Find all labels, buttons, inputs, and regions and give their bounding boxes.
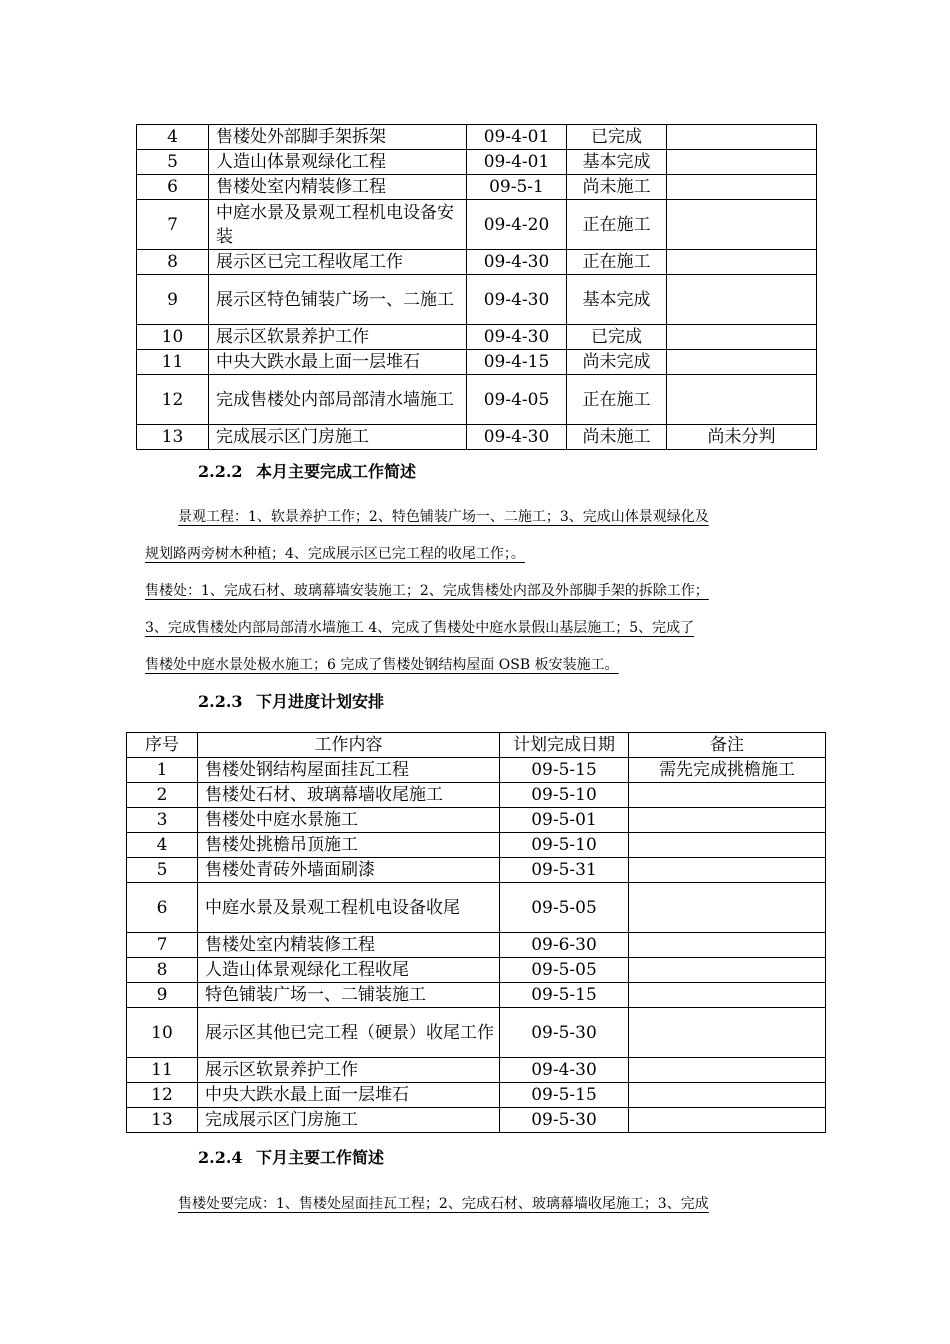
row-date: 09-5-15 [500,983,629,1008]
row-number: 8 [127,958,198,983]
row-date: 09-4-15 [467,350,567,375]
row-note [667,250,817,275]
row-date: 09-4-01 [467,150,567,175]
table-row [127,808,826,833]
row-note [629,1008,826,1058]
row-content: 展示区特色铺装广场一、二施工 [209,275,467,325]
row-number: 12 [137,375,209,425]
row-number: 13 [127,1108,198,1133]
row-content: 售楼处挑檐吊顶施工 [198,833,500,858]
row-content: 售楼处青砖外墙面刷漆 [198,858,500,883]
section-number: 2.2.2 [198,462,243,481]
row-content: 售楼处钢结构屋面挂瓦工程 [198,758,500,783]
row-date: 09-5-1 [467,175,567,200]
table-row [127,933,826,958]
row-date: 09-4-20 [467,200,567,250]
row-date: 09-5-30 [500,1108,629,1133]
row-content: 完成展示区门房施工 [209,425,467,450]
row-note [667,175,817,200]
row-status: 正在施工 [567,200,667,250]
row-content: 售楼处室内精装修工程 [198,933,500,958]
row-note [629,783,826,808]
row-number: 6 [127,883,198,933]
table-row [137,425,817,450]
row-note [629,808,826,833]
row-note [629,933,826,958]
row-number: 10 [127,1008,198,1058]
row-content: 售楼处外部脚手架拆架 [209,125,467,150]
row-number: 13 [137,425,209,450]
header-date: 计划完成日期 [500,733,629,758]
row-content: 售楼处中庭水景施工 [198,808,500,833]
row-status: 尚未施工 [567,175,667,200]
paragraph-line: 售楼处要完成：1、售楼处屋面挂瓦工程；2、完成石材、玻璃幕墙收尾施工；3、完成 [178,1196,709,1212]
row-date: 09-6-30 [500,933,629,958]
table-row [137,275,817,325]
section-heading-2-2-4 [198,1145,384,1168]
progress-table-current [136,124,817,450]
row-note: 尚未分判 [667,425,817,450]
paragraph-line: 售楼处中庭水景处极水施工；6 完成了售楼处钢结构屋面 OSB 板安装施工。 [145,657,619,673]
row-content: 完成售楼处内部局部清水墙施工 [209,375,467,425]
row-content: 特色铺装广场一、二铺装施工 [198,983,500,1008]
section-number: 2.2.3 [198,692,243,711]
row-note [629,983,826,1008]
row-note [629,883,826,933]
row-date: 09-5-30 [500,1008,629,1058]
row-status: 已完成 [567,125,667,150]
table-row [127,783,826,808]
paragraph-line: 景观工程：1、软景养护工作；2、特色铺装广场一、二施工；3、完成山体景观绿化及 [178,509,709,525]
table-row [127,758,826,783]
row-note [667,350,817,375]
table-row [137,175,817,200]
row-date: 09-4-30 [467,275,567,325]
row-note [629,1058,826,1083]
row-content: 展示区软景养护工作 [198,1058,500,1083]
table-row [127,1083,826,1108]
table-row [127,1008,826,1058]
row-note [667,275,817,325]
row-content: 人造山体景观绿化工程收尾 [198,958,500,983]
row-number: 7 [127,933,198,958]
table-row [127,1108,826,1133]
row-content: 中庭水景及景观工程机电设备收尾 [198,883,500,933]
section-title: 下月进度计划安排 [256,692,385,711]
row-content: 中庭水景及景观工程机电设备安装 [209,200,467,250]
row-status: 已完成 [567,325,667,350]
row-number: 9 [137,275,209,325]
row-date: 09-5-01 [500,808,629,833]
row-date: 09-4-30 [467,250,567,275]
row-status: 尚未施工 [567,425,667,450]
table-row [137,250,817,275]
row-note: 需先完成挑檐施工 [629,758,826,783]
row-date: 09-5-15 [500,758,629,783]
section-title: 本月主要完成工作简述 [256,462,417,481]
row-number: 12 [127,1083,198,1108]
row-number: 5 [137,150,209,175]
row-note [629,1108,826,1133]
table-row [127,983,826,1008]
row-content: 售楼处室内精装修工程 [209,175,467,200]
table-row [137,350,817,375]
section-heading-2-2-3 [198,689,384,712]
section-title: 下月主要工作简述 [256,1148,385,1167]
paragraph-line: 3、完成售楼处内部局部清水墙施工 4、完成了售楼处中庭水景假山基层施工；5、完成了 [145,620,695,636]
row-note [667,200,817,250]
table-row [127,833,826,858]
row-status: 基本完成 [567,275,667,325]
row-note [629,958,826,983]
table-row [137,325,817,350]
row-note [629,858,826,883]
paragraph-line: 售楼处：1、完成石材、玻璃幕墙安装施工；2、完成售楼处内部及外部脚手架的拆除工作； [145,583,709,599]
header-note: 备注 [629,733,826,758]
row-content: 人造山体景观绿化工程 [209,150,467,175]
row-number: 1 [127,758,198,783]
row-date: 09-4-30 [500,1058,629,1083]
row-date: 09-5-05 [500,883,629,933]
row-note [667,150,817,175]
table-row [137,150,817,175]
row-date: 09-5-05 [500,958,629,983]
row-date: 09-5-15 [500,1083,629,1108]
row-number: 10 [137,325,209,350]
header-content: 工作内容 [198,733,500,758]
row-date: 09-4-30 [467,425,567,450]
row-date: 09-5-31 [500,858,629,883]
row-note [629,833,826,858]
row-content: 中央大跌水最上面一层堆石 [198,1083,500,1108]
table-row [127,858,826,883]
header-no: 序号 [127,733,198,758]
row-number: 6 [137,175,209,200]
row-number: 11 [137,350,209,375]
row-content: 售楼处石材、玻璃幕墙收尾施工 [198,783,500,808]
section-heading-2-2-2 [198,459,416,482]
row-date: 09-4-01 [467,125,567,150]
row-number: 2 [127,783,198,808]
table-row [127,1058,826,1083]
row-number: 7 [137,200,209,250]
row-content: 展示区已完工程收尾工作 [209,250,467,275]
row-number: 3 [127,808,198,833]
row-note [667,325,817,350]
row-status: 正在施工 [567,250,667,275]
section-number: 2.2.4 [198,1148,243,1167]
row-status: 正在施工 [567,375,667,425]
table-header-row [127,733,826,758]
row-date: 09-5-10 [500,833,629,858]
row-number: 4 [137,125,209,150]
row-status: 尚未完成 [567,350,667,375]
row-date: 09-5-10 [500,783,629,808]
table-row [127,883,826,933]
row-content: 展示区其他已完工程（硬景）收尾工作 [198,1008,500,1058]
paragraph-line: 规划路两旁树木种植；4、完成展示区已完工程的收尾工作；。 [145,546,525,562]
row-content: 中央大跌水最上面一层堆石 [209,350,467,375]
row-note [667,375,817,425]
row-status: 基本完成 [567,150,667,175]
row-content: 完成展示区门房施工 [198,1108,500,1133]
table-row [137,375,817,425]
row-number: 9 [127,983,198,1008]
table-row [137,200,817,250]
row-number: 11 [127,1058,198,1083]
row-date: 09-4-05 [467,375,567,425]
row-note [667,125,817,150]
row-number: 4 [127,833,198,858]
row-date: 09-4-30 [467,325,567,350]
table-row [137,125,817,150]
row-number: 8 [137,250,209,275]
row-note [629,1083,826,1108]
row-number: 5 [127,858,198,883]
table-row [127,958,826,983]
plan-table-next-month [126,732,826,1133]
row-content: 展示区软景养护工作 [209,325,467,350]
